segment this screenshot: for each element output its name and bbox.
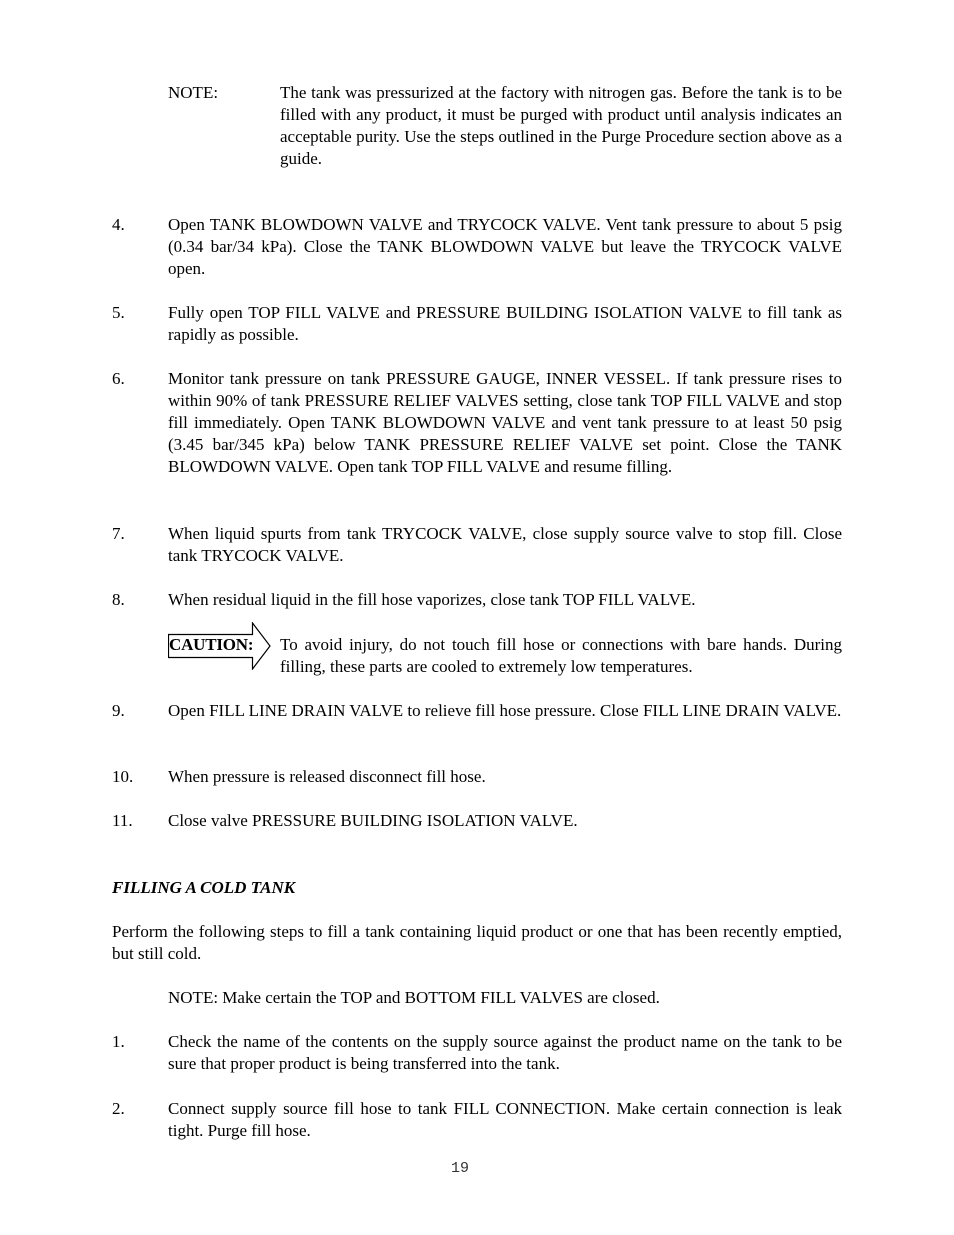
- step-item: [112, 810, 842, 832]
- step-text: When liquid spurts from tank TRYCOCK VALVE, close supply source valve to stop fill. Close tank TRYCOCK VALVE.: [168, 524, 842, 565]
- step-number: 8.: [112, 590, 125, 609]
- step-number: 5.: [112, 303, 125, 322]
- step-text: Open TANK BLOWDOWN VALVE and TRYCOCK VALVE. Vent tank pressure to about 5 psig (0.34 bar/34 kPa). Close the TANK BLOWDOWN VALVE but leave the TRYCOCK VALVE open.: [168, 215, 842, 278]
- step-text: When pressure is released disconnect fill hose.: [168, 767, 486, 786]
- step-text: Open FILL LINE DRAIN VALVE to relieve fill hose pressure. Close FILL LINE DRAIN VALVE.: [168, 701, 842, 720]
- step-item: [112, 1031, 842, 1075]
- step-text: Check the name of the contents on the supply source against the product name on the tank to be sure that proper product is being transferred into the tank.: [168, 1032, 842, 1073]
- caution-label: CAUTION:: [169, 635, 254, 654]
- caution-block: [168, 622, 842, 676]
- step-item: [112, 368, 842, 478]
- note-text: The tank was pressurized at the factory with nitrogen gas. Before the tank is to be filled with any product, it must be purged with product until analysis indicates an acceptable purity. Use the steps outlined in the Purge Procedure section above as a guide.: [280, 83, 842, 168]
- step-item: [112, 523, 842, 567]
- step-number: 9.: [112, 701, 125, 720]
- step-item: [112, 700, 842, 722]
- step-number: 4.: [112, 215, 125, 234]
- step-text: Fully open TOP FILL VALVE and PRESSURE BUILDING ISOLATION VALVE to fill tank as rapidly as possible.: [168, 303, 842, 344]
- step-item: [112, 214, 842, 280]
- section-heading: FILLING A COLD TANK: [112, 878, 296, 897]
- step-text: Close valve PRESSURE BUILDING ISOLATION VALVE.: [168, 811, 578, 830]
- step-text: When residual liquid in the fill hose vaporizes, close tank TOP FILL VALVE.: [168, 590, 696, 609]
- step-item: [112, 766, 842, 788]
- step-number: 1.: [112, 1032, 125, 1051]
- note-text: NOTE: Make certain the TOP and BOTTOM FILL VALVES are closed.: [168, 988, 660, 1007]
- step-number: 2.: [112, 1099, 125, 1118]
- step-item: [112, 302, 842, 346]
- caution-text: To avoid injury, do not touch fill hose or connections with bare hands. During filling, these parts are cooled to extremely low temperatures.: [280, 635, 842, 676]
- note-block: [168, 82, 842, 170]
- step-item: [112, 589, 842, 611]
- step-number: 11.: [112, 811, 133, 830]
- section-intro: Perform the following steps to fill a tank containing liquid product or one that has been recently emptied, but still cold.: [112, 922, 842, 963]
- step-number: 7.: [112, 524, 125, 543]
- page-number: 19: [450, 1160, 469, 1177]
- step-item: [112, 1098, 842, 1142]
- step-text: Connect supply source fill hose to tank FILL CONNECTION. Make certain connection is leak tight. Purge fill hose.: [168, 1099, 842, 1140]
- note-label: NOTE:: [168, 83, 219, 102]
- step-text: Monitor tank pressure on tank PRESSURE GAUGE, INNER VESSEL. If tank pressure rises to within 90% of tank PRESSURE RELIEF VALVES setting, close tank TOP FILL VALVE and stop fill immediately. Open TANK BLOWDOWN VALVE and vent tank pressure to at least 50 psig (3.45 bar/345 kPa) below TANK PRESSURE RELIEF VALVE set point. Close the TANK BLOWDOWN VALVE. Open tank TOP FILL VALVE and resume filling.: [168, 369, 842, 476]
- step-number: 6.: [112, 369, 125, 388]
- step-number: 10.: [112, 767, 134, 786]
